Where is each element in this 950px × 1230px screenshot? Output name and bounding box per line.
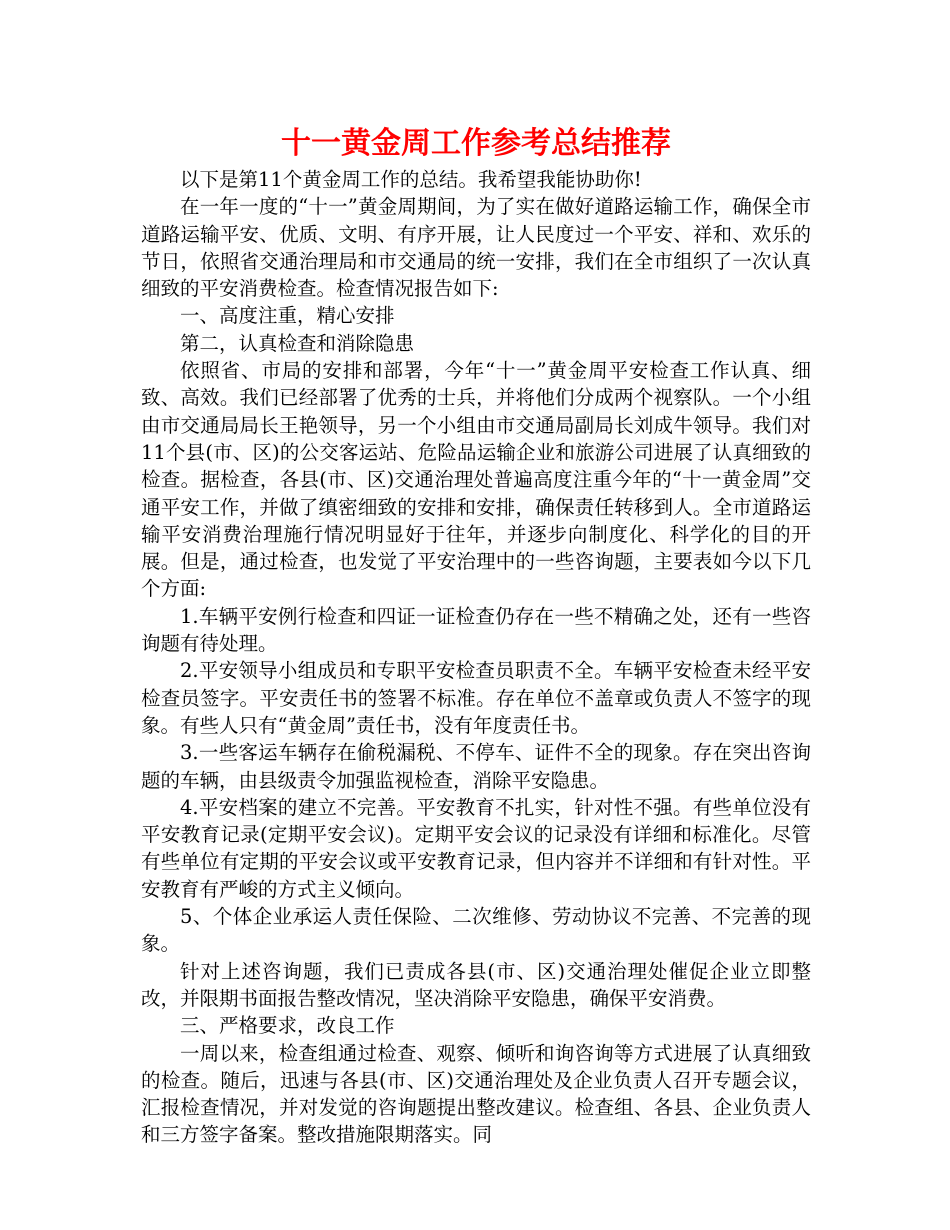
paragraph: 一周以来，检查组通过检查、观察、倾听和询咨询等方式进展了认真细致的检查。随后，迅速与各县(市、区)交通治理处及企业负责人召开专题会议，汇报检查情况，并对发觉的咨询题提出整改建议。检查组、各县、企业负责人和三方签字备案。整改措施限期落实。同: [141, 1041, 811, 1147]
paragraph: 依照省、市局的安排和部署，今年“十一”黄金周平安检查工作认真、细致、高效。我们已经部署了优秀的士兵，并将他们分成两个视察队。一个小组由市交通局局长王艳领导，另一个小组由市交通局副局长刘成牛领导。我们对11个县(市、区)的公交客运站、危险品运输企业和旅游公司进展了认真细致的检查。据检查，各县(市、区)交通治理处普遍高度注重今年的“十一黄金周”交通平安工作，并做了缜密细致的安排和安排，确保责任转移到人。全市道路运输平安消费治理施行情况明显好于往年，并逐步向制度化、科学化的目的开展。但是，通过检查，也发觉了平安治理中的一些咨询题，主要表如今以下几个方面:: [141, 359, 811, 601]
document-body: [141, 166, 811, 1149]
section-heading: 第二，认真检查和消除隐患: [180, 331, 415, 355]
list-item: 2.平安领导小组成员和专职平安检查员职责不全。车辆平安检查未经平安检查员签字。平安责任书的签署不标准。存在单位不盖章或负责人不签字的现象。有些人只有“黄金周”责任书，没有年度责任书。: [141, 659, 811, 737]
paragraph: 以下是第11个黄金周工作的总结。我希望我能协助你!: [180, 168, 642, 191]
document-title: 十一黄金周工作参考总结推荐: [281, 126, 671, 161]
list-item: 3.一些客运车辆存在偷税漏税、不停车、证件不全的现象。存在突出咨询题的车辆，由县级责令加强监视检查，消除平安隐患。: [141, 741, 811, 792]
list-item: 4.平安档案的建立不完善。平安教育不扎实，针对性不强。有些单位没有平安教育记录(定期平安会议)。定期平安会议的记录没有详细和标准化。尽管有些单位有定期的平安会议或平安教育记录，但内容并不详细和有针对性。平安教育有严峻的方式主义倾向。: [141, 795, 811, 901]
list-item: 5、个体企业承运人责任保险、二次维修、劳动协议不完善、不完善的现象。: [141, 905, 811, 956]
section-heading: 三、严格要求，改良工作: [180, 1014, 395, 1038]
document-page: [141, 122, 811, 1149]
list-item: 1.车辆平安例行检查和四证一证检查仍存在一些不精确之处，还有一些咨询题有待处理。: [141, 604, 811, 656]
paragraph: 针对上述咨询题，我们已责成各县(市、区)交通治理处催促企业立即整改，并限期书面报告整改情况，坚决消除平安隐患，确保平安消费。: [141, 959, 811, 1010]
paragraph: 在一年一度的“十一”黄金周期间，为了实在做好道路运输工作，确保全市道路运输平安、优质、文明、有序开展，让人民度过一个平安、祥和、欢乐的节日，依照省交通治理局和市交通局的统一安排，我们在全市组织了一次认真细致的平安消费检查。检查情况报告如下:: [141, 195, 811, 301]
section-heading: 一、高度注重，精心安排: [180, 304, 395, 328]
